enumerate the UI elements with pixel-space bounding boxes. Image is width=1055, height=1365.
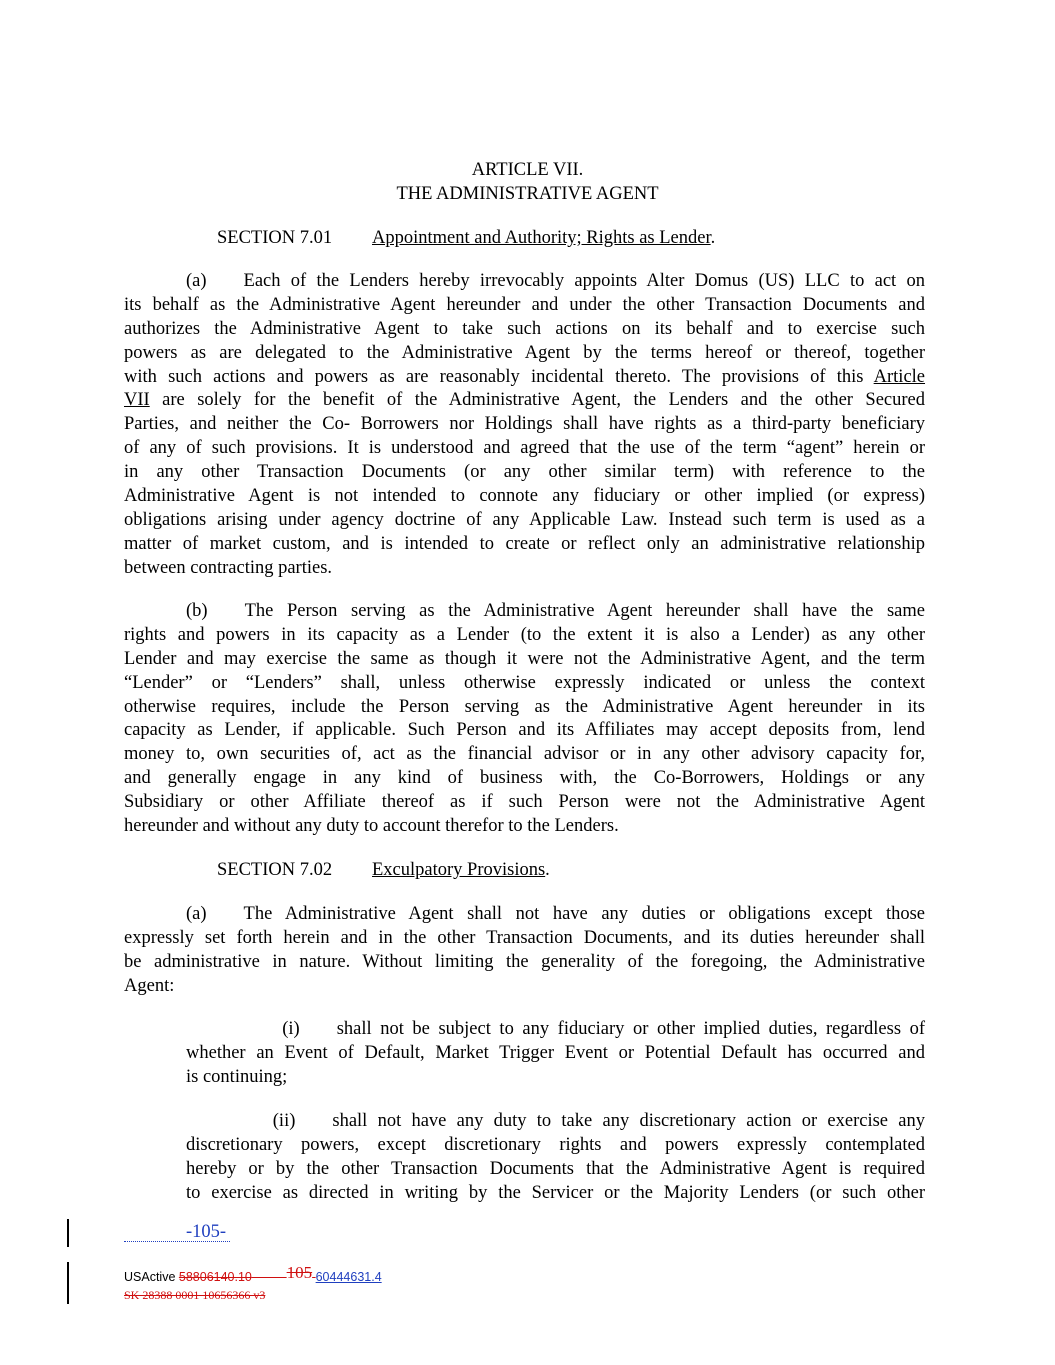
text-line: hereby or by the other Transaction Documents that the Administrative Agent is required [186,1158,925,1179]
text-line: Subsidiary or other Affiliate thereof as if such Person were not the Administrative Agent [124,792,925,813]
text-line: between contracting parties. [124,557,333,578]
text-line: Lender and may exercise the same as though it were not the Administrative Agent, and the term [124,648,925,669]
text-line: (a) Each of the Lenders hereby irrevocably appoints Alter Domus (US) LLC to act on [186,271,925,291]
footer-old-doc-id: 58806140.10 [178,1270,252,1284]
page-number: -105- [186,1222,227,1242]
text-line: of any of such provisions. It is understood and agreed that the use of the term “agent” herein or [124,438,925,459]
text-line: in any other Transaction Documents (or any other similar term) with reference to the [124,462,925,483]
text-line: (i) shall not be subject to any fiduciary or other implied duties, regardless of [248,1019,925,1039]
footer-old-page: 105 [286,1263,313,1282]
paragraph-7-01-b [124,600,925,839]
text-span: are solely for the benefit of the Administrative Agent, the Lenders and the other Secured [162,390,925,411]
text-line: otherwise requires, include the Person serving as the Administrative Agent hereunder in its [124,696,925,717]
clause-ii [186,1110,925,1206]
change-bar [67,1262,69,1304]
text-line: Agent: [124,975,175,996]
text-span: with such actions and powers as are reasonably incidental thereto. The provisions of this [124,366,864,387]
text-line: (ii) shall not have any duty to take any discretionary action or exercise any [242,1111,925,1131]
text-line: authorizes the Administrative Agent to take such actions on its behalf and to exercise such [124,318,925,339]
footer-usactive: USActive [124,1270,176,1284]
section-7-01-label: SECTION 7.01 [217,228,333,248]
text-line: hereunder and without any duty to account therefor to the Lenders. [124,816,619,837]
text-line: capacity as Lender, if applicable. Such Person and its Affiliates may accept deposits from, lend [124,720,925,741]
section-7-02-heading [217,858,550,882]
text-line: (b) The Person serving as the Administrative Agent hereunder shall have the same [186,601,925,621]
text-line: and generally engage in any kind of business with, the Co-Borrowers, Holdings or any [124,768,925,789]
text-line: obligations arising under agency doctrine of any Applicable Law. Instead such term is used as a [124,509,925,530]
text-line: Administrative Agent is not intended to connote any fiduciary or other implied (or express) [124,486,925,507]
text-line: expressly set forth herein and in the other Transaction Documents, and its duties hereunder shall [124,927,925,948]
text-line: rights and powers in its capacity as a Lender (to the extent it is also a Lender) as any other [124,624,925,645]
text-line: discretionary powers, except discretionary rights and powers expressly contemplated [186,1134,925,1155]
text-line: matter of market custom, and is intended to create or reflect only an administrative relationship [124,533,925,554]
text-line: to exercise as directed in writing by the Servicer or the Majority Lenders (or such other [186,1182,925,1203]
footer-doc-id [124,1263,382,1286]
text-line: be administrative in nature. Without limiting the generality of the foregoing, the Administrative [124,951,925,972]
text-line: is continuing; [186,1066,288,1087]
paragraph-7-01-a [124,270,925,581]
article-reference-link[interactable]: VII [124,390,150,411]
paragraph-7-02-a [124,903,925,999]
section-7-01-heading [217,226,716,250]
section-7-02-title: Exculpatory Provisions [372,860,546,880]
text-line: its behalf as the Administrative Agent hereunder and under the other Transaction Documents and [124,294,925,315]
footer-sk-ref: SK 28388 0001 10656366 v3 [124,1288,266,1302]
text-line: whether an Event of Default, Market Trigger Event or Potential Default has occurred and [186,1042,925,1063]
footer-strike-gap [252,1270,287,1284]
text-line: powers as are delegated to the Administrative Agent by the terms hereof or thereof, together [124,342,925,363]
section-7-01-period: . [710,228,716,248]
text-line: Parties, and neither the Co- Borrowers nor Holdings shall have rights as a third-party beneficiary [124,414,925,435]
section-7-02-period: . [545,860,550,880]
article-title: THE ADMINISTRATIVE AGENT [396,184,659,204]
change-bar [67,1219,69,1247]
article-number: ARTICLE VII. [471,160,584,180]
footer-new-doc-id: 60444631.4 [315,1270,382,1284]
section-7-01-title: Appointment and Authority; Rights as Lender [372,228,711,248]
text-line-with-reference [124,366,925,390]
text-line: (a) The Administrative Agent shall not have any duties or obligations except those [186,904,925,924]
section-7-02-label: SECTION 7.02 [217,860,333,880]
text-line-with-reference [124,389,925,413]
article-reference-link[interactable]: Article [873,366,926,387]
text-line: money to, own securities of, act as the financial advisor or in any other advisory capacity for, [124,744,925,765]
clause-i [186,1018,925,1090]
text-line: “Lender” or “Lenders” shall, unless otherwise expressly indicated or unless the context [124,672,925,693]
